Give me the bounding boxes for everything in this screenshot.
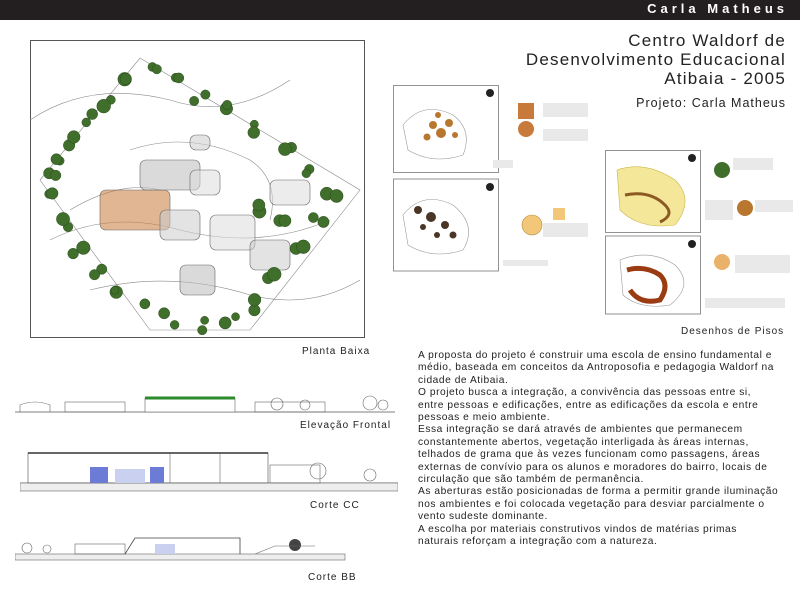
caption-elevacao-frontal: Elevação Frontal [300,420,392,431]
caption-corte-cc: Corte CC [310,500,360,511]
caption-desenhos-de-pisos: Desenhos de Pisos [681,326,785,337]
title-line: Centro Waldorf de [628,31,786,50]
floor-drawings-right [605,150,795,315]
title-line: Atibaia - 2005 [664,69,786,88]
project-description [418,350,780,549]
corte-bb-drawing [15,532,350,564]
elevation-frontal-drawing [15,388,395,416]
description-paragraph: As aberturas estão posicionadas de forma a permitir grande iluminação nos ambientes e foi colocada vegetação para desviar parcialmente o vento sudeste dominante. [418,486,779,523]
site-plan-drawing [30,40,365,338]
caption-planta-baixa: Planta Baixa [302,346,371,357]
corte-cc-drawing [20,445,398,495]
description-paragraph: A escolha por materiais construtivos vindos de matérias primas naturais reforçam a integração com a natureza. [418,523,737,548]
header-bar [0,0,800,20]
caption-corte-bb: Corte BB [308,572,357,583]
author-name: Carla Matheus [647,1,788,16]
title-line: Desenvolvimento Educacional [525,50,786,69]
description-paragraph: A proposta do projeto é construir uma escola de ensino fundamental e médio, baseada em conceitos da Antroposofia e pedagogia Waldorf na cidade de Atibaia. [418,350,774,386]
project-subtitle: Projeto: Carla Matheus [636,96,786,110]
project-title [526,31,786,88]
description-paragraph: Essa integração se dará através de ambientes que permanecem constantemente abertos, vegetação interligada às áreas internas, telhados de grama que às vezes funcionam como passagens, áreas externas de convívio para os alunos e moradores do bairro, locais de circulação que são também de permanência. [418,424,768,486]
floor-drawings-left [393,85,598,272]
description-paragraph: O projeto busca a integração, a convivência das pessoas entre si, entre pessoas e edificações, entre as edificações da escola e entre pessoas e meio ambiente. [418,387,759,424]
